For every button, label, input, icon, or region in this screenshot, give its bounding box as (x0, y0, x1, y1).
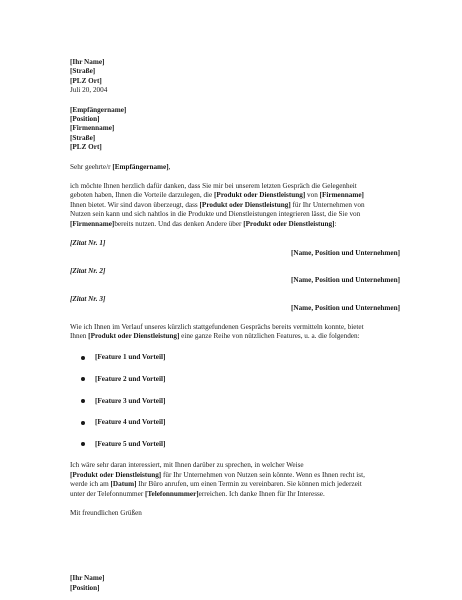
closing-paragraph-line: Ich wäre sehr daran interessiert, mit Ihnen darüber zu sprechen, in welcher Weise (70, 461, 304, 470)
salutation (70, 163, 400, 172)
placeholder-company: [Firmenname] (319, 191, 364, 200)
placeholder-product: [Produkt oder Dienstleistung] (70, 470, 162, 479)
text-run: für Ihr Unternehmen von (290, 200, 365, 209)
feature-text: [Feature 1 und Vorteil] (95, 353, 166, 362)
text-run: Ihnen bietet. Wir sind davon überzeugt, dass (70, 200, 200, 209)
text-run: Ihnen (70, 331, 89, 340)
sender-city: [PLZ Ort] (70, 76, 102, 85)
text-run: eine ganze Reihe von nützlichen Features, u. a. die folgenden: (179, 331, 360, 340)
testimonials-block (70, 239, 400, 313)
placeholder-date: [Datum] (110, 480, 137, 489)
complimentary-close: Mit freundlichen Grüßen (70, 508, 142, 517)
list-item (70, 353, 400, 362)
placeholder-phone: [Telefonnummer] (145, 489, 199, 498)
testimonial-attribution: [Name, Position und Unternehmen] (290, 276, 400, 285)
features-intro-paragraph (70, 323, 400, 342)
bullet-icon (81, 421, 85, 425)
list-item (70, 375, 400, 384)
feature-text: [Feature 3 und Vorteil] (95, 396, 166, 405)
recipient-address-block (70, 106, 400, 153)
list-item (70, 397, 400, 406)
text-run: Ihr Büro anrufen, um einen Termin zu vereinbaren. Sie können mich jederzeit (136, 480, 362, 489)
salutation-suffix: , (168, 162, 171, 171)
testimonial-quote: [Zitat Nr. 2] (70, 266, 106, 275)
intro-line: ich möchte Ihnen herzlich dafür danken, dass Sie mir bei unserem letzten Gespräch die Gelegenheit (70, 182, 357, 191)
testimonial-quote: [Zitat Nr. 3] (70, 294, 106, 303)
sender-address-block (70, 58, 400, 96)
text-run: werde ich am (70, 480, 111, 489)
text-run: geboten haben, Ihnen die Vorteile darzulegen, die (70, 191, 215, 200)
intro-paragraph (70, 182, 400, 229)
feature-text: [Feature 2 und Vorteil] (95, 374, 166, 383)
placeholder-product: [Produkt oder Dienstleistung] (243, 219, 335, 228)
closing-paragraph-line (70, 471, 400, 480)
text-run: erreichen. Ich danke Ihnen für Ihr Interesse. (198, 489, 325, 498)
testimonial-attribution: [Name, Position und Unternehmen] (290, 248, 400, 257)
sender-name: [Ihr Name] (70, 58, 105, 66)
intro-line: Nutzen sein kann und sich nahtlos in die Produkte und Dienstleistungen integrieren lässt, die Sie von (70, 210, 361, 219)
feature-text: [Feature 5 und Vorteil] (95, 439, 166, 448)
recipient-position: [Position] (70, 115, 100, 124)
features-intro-line: Wie ich Ihnen im Verlauf unseres kürzlich stattgefundenen Gesprächs bereits vermitteln konnte, bietet (70, 322, 364, 331)
signature-name: [Ihr Name] (70, 574, 105, 583)
text-run: : (334, 219, 337, 228)
recipient-city: [PLZ Ort] (70, 143, 102, 152)
salutation-prefix: Sehr geehrte/r (70, 162, 113, 171)
letter-date: Juli 20, 2004 (70, 86, 108, 95)
bullet-icon (81, 377, 85, 381)
recipient-name: [Empfängername] (70, 105, 127, 114)
list-item (70, 418, 400, 427)
placeholder-company: [Firmenname] (70, 219, 115, 228)
signature-position: [Position] (70, 583, 100, 592)
feature-text: [Feature 4 und Vorteil] (95, 418, 166, 427)
testimonial-attribution: [Name, Position und Unternehmen] (290, 304, 400, 313)
recipient-company: [Firmenname] (70, 124, 115, 133)
placeholder-product: [Produkt oder Dienstleistung] (199, 200, 291, 209)
letter-page (70, 58, 400, 593)
intro-line (70, 201, 400, 210)
sender-street: [Straße] (70, 67, 96, 76)
closing-paragraph (70, 461, 400, 499)
recipient-street: [Straße] (70, 133, 96, 142)
intro-line (70, 220, 400, 229)
placeholder-product: [Produkt oder Dienstleistung] (214, 191, 306, 200)
placeholder-product: [Produkt oder Dienstleistung] (88, 331, 180, 340)
text-run: unter der Telefonnummer (70, 489, 146, 498)
closing-paragraph-line (70, 490, 400, 499)
testimonial-quote: [Zitat Nr. 1] (70, 239, 106, 248)
text-run: von (305, 191, 320, 200)
bullet-icon (81, 356, 85, 360)
text-run: bereits nutzen. Und das denken Andere über (114, 219, 244, 228)
bullet-icon (81, 399, 85, 403)
intro-line (70, 191, 400, 200)
list-item (70, 440, 400, 449)
features-list (70, 353, 400, 449)
closing-paragraph-line (70, 480, 400, 489)
features-intro-line (70, 332, 400, 341)
salutation-name: [Empfängername] (112, 162, 169, 171)
signature-block (70, 574, 400, 593)
bullet-icon (81, 442, 85, 446)
text-run: für Ihr Unternehmen von Nutzen sein könnte. Wenn es Ihnen recht ist, (161, 470, 365, 479)
